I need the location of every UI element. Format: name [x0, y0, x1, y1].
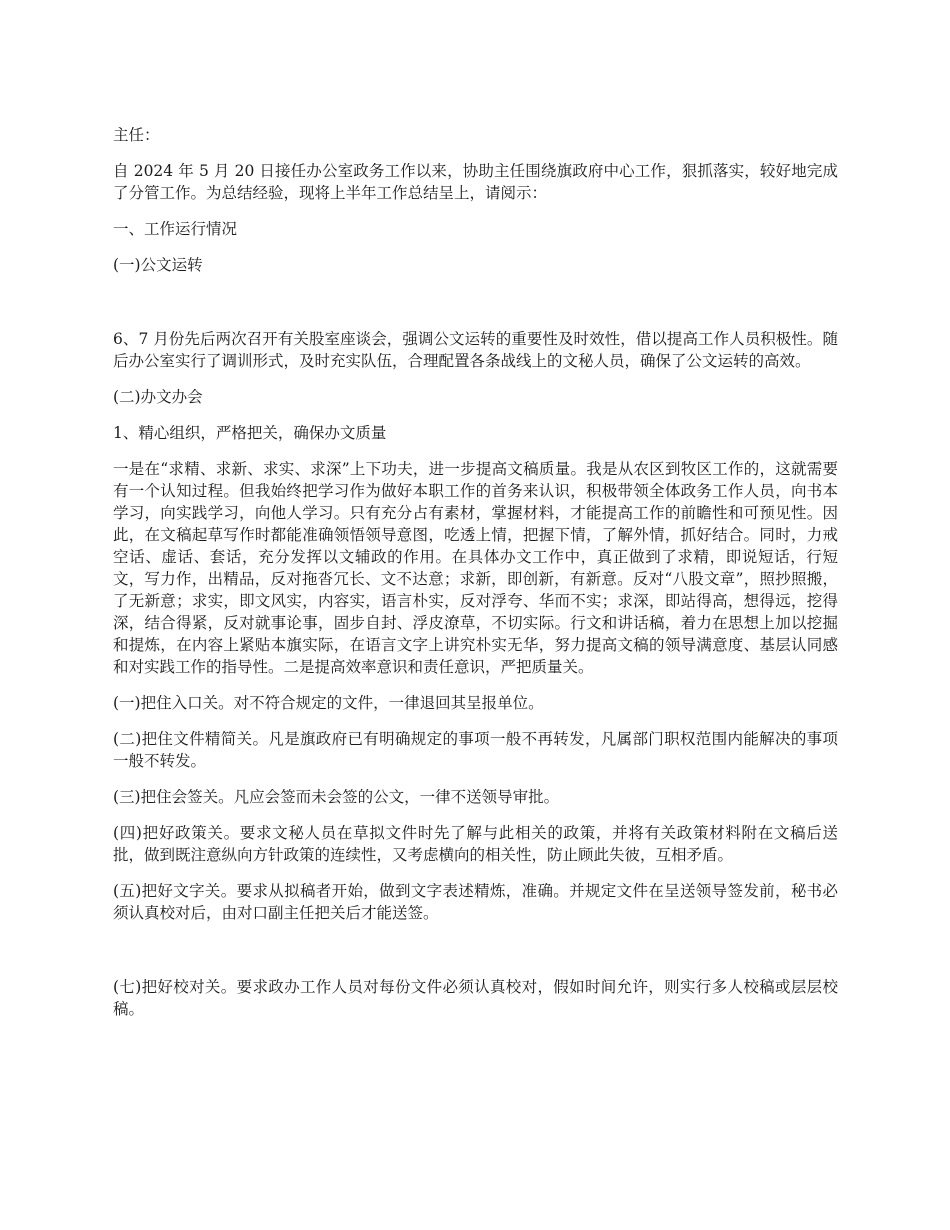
- paragraph-july-meetings: 6、7 月份先后两次召开有关股室座谈会，强调公文运转的重要性及时效性，借以提高工作人员积极性。随后办公室实行了调训形式，及时充实队伍，合理配置各条战线上的文秘人员，确保了公文运转的高效。: [113, 330, 838, 370]
- check-item-proofreading: (七)把好校对关。要求政办工作人员对每份文件必须认真校对，假如时间允许，则实行多人校稿或层层校稿。: [113, 978, 838, 1018]
- item-heading-quality: 1、精心组织，严格把关，确保办文质量: [113, 424, 387, 442]
- check-item-entry: (一)把住入口关。对不符合规定的文件，一律退回其呈报单位。: [113, 694, 544, 712]
- blank-gap: [113, 290, 838, 328]
- document-body: [113, 124, 838, 1034]
- section-heading-work-status: 一、工作运行情况: [113, 220, 238, 238]
- check-item-countersign: (三)把住会签关。凡应会签而未会签的公文，一律不送领导审批。: [113, 788, 560, 806]
- subsection-heading-document-handling: (二)办文办会: [113, 388, 203, 406]
- check-item-policy: (四)把好政策关。要求文秘人员在草拟文件时先了解与此相关的政策，并将有关政策材料附在文稿后送批，做到既注意纵向方针政策的连续性，又考虑横向的相关性，防止顾此失彼，互相矛盾。: [113, 824, 838, 864]
- subsection-heading-document-flow: (一)公文运转: [113, 256, 203, 274]
- salutation: 主任：: [113, 126, 160, 144]
- paragraph-draft-quality: 一是在“求精、求新、求实、求深”上下功夫，进一步提高文稿质量。我是从农区到牧区工作的，这就需要有一个认知过程。但我始终把学习作为做好本职工作的首务来认识，积极带领全体政务工作人员，向书本学习，向实践学习，向他人学习。只有充分占有素材，掌握材料，才能提高工作的前瞻性和可预见性。因此，在文稿起草写作时都能准确领悟领导意图，吃透上情，把握下情，了解外情，抓好结合。同时，力戒空话、虚话、套话，充分发挥以文辅政的作用。在具体办文工作中，真正做到了求精，即说短话，行短文，写力作，出精品，反对拖沓冗长、文不达意；求新，即创新，有新意。反对“八股文章”，照抄照搬，了无新意；求实，即文风实，内容实，语言朴实，反对浮夸、华而不实；求深，即站得高，想得远，挖得深，结合得紧，反对就事论事，固步自封、浮皮潦草，不切实际。行文和讲话稿，着力在思想上加以挖掘和提炼，在内容上紧贴本旗实际，在语言文字上讲究朴实无华，努力提高文稿的领导满意度、基层认同感和对实践工作的指导性。二是提高效率意识和责任意识，严把质量关。: [113, 460, 838, 676]
- intro-paragraph: 自 2024 年 5 月 20 日接任办公室政务工作以来，协助主任围绕旗政府中心工作，狠抓落实，较好地完成了分管工作。为总结经验，现将上半年工作总结呈上，请阅示：: [113, 162, 838, 202]
- check-item-wording: (五)把好文字关。要求从拟稿者开始，做到文字表述精炼，准确。并规定文件在呈送领导签发前，秘书必须认真校对后，由对口副主任把关后才能送签。: [113, 882, 838, 922]
- blank-gap: [113, 938, 838, 976]
- check-item-simplify: (二)把住文件精简关。凡是旗政府已有明确规定的事项一般不再转发，凡属部门职权范围内能解决的事项一般不转发。: [113, 730, 838, 770]
